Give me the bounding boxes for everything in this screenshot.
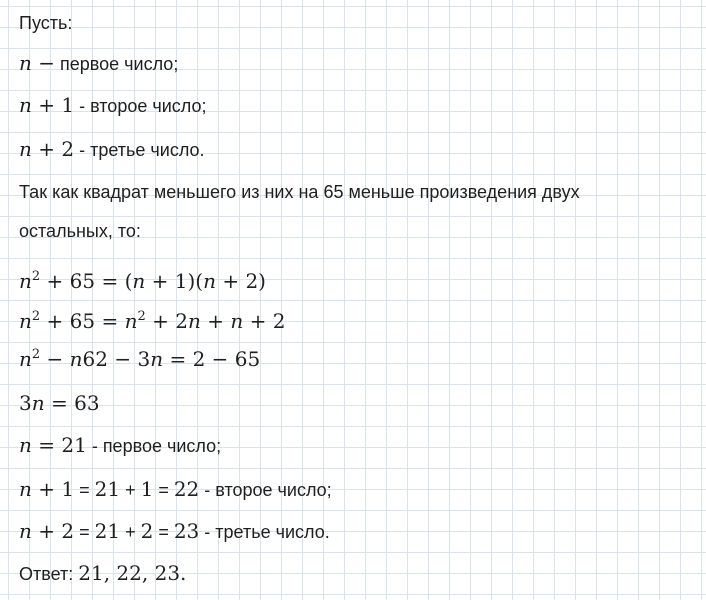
equation-4: 3n = 63 — [19, 391, 100, 415]
def-third-number: n + 2 - третье число. — [19, 137, 205, 161]
condition-line-2: остальных, то: — [19, 221, 141, 241]
equation-3: $n^2 - n62 - 3n = 2 - 65$ — [19, 347, 261, 371]
def-third-text: третье число. — [85, 140, 205, 160]
answer-line — [19, 562, 186, 585]
intro-text: Пусть: — [19, 13, 73, 33]
equation-2: $n^2 + 65 = n^2 + 2n + n + 2$ — [19, 309, 286, 333]
condition-line-1: Так как квадрат меньшего из них на 65 меньше произведения двух — [19, 182, 580, 202]
result-second-number: n + 1 = 21 + 1 = 22 - второе число; — [19, 477, 332, 501]
answer-label: Ответ: — [19, 564, 79, 584]
answer-values: 21, 22, 23. — [78, 561, 187, 585]
equation-1: $n^2 + 65 = (n + 1)(n + 2)$ — [19, 269, 266, 293]
result-third-text: третье число. — [210, 522, 330, 542]
result-first-number: n = 21 - первое число; — [19, 433, 222, 457]
def-second-text: второе число; — [85, 96, 207, 116]
def-second-number: n + 1 - второе число; — [19, 93, 207, 117]
def-first-number: n − первое число; — [19, 51, 179, 75]
equation-4-value: 63 — [74, 391, 100, 415]
def-first-text: первое число; — [55, 54, 179, 74]
result-first-text: первое число; — [97, 436, 222, 456]
result-second-text: второе число; — [210, 480, 332, 500]
result-third-number: n + 2 = 21 + 2 = 23 - третье число. — [19, 519, 330, 543]
